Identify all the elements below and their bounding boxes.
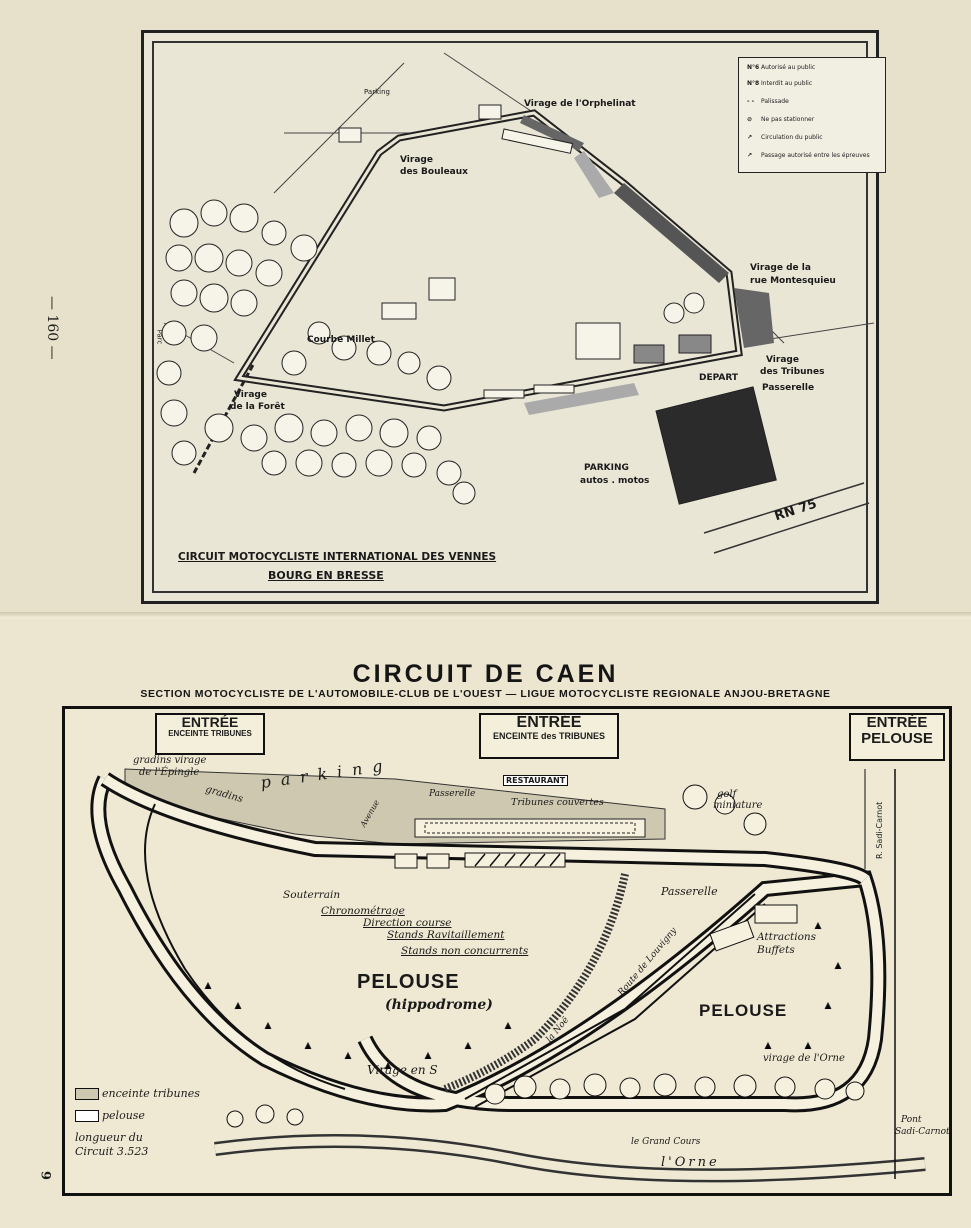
label-golf: golf — [717, 789, 737, 800]
entrance-sublabel: PELOUSE — [861, 729, 933, 747]
label-depart: DEPART — [699, 373, 739, 383]
label-pelouse-right: PELOUSE — [699, 1001, 788, 1020]
label-virage-tribunes-2: des Tribunes — [760, 367, 825, 377]
label-stands-non-concurrents: Stands non concurrents — [401, 945, 529, 957]
label-parking: PARKING — [584, 463, 629, 473]
label-tribunes-couvertes: Tribunes couvertes — [511, 797, 604, 808]
label-pont-sadi-carnot: Sadi-Carnot — [895, 1127, 950, 1137]
label-parking: parking — [259, 754, 394, 793]
label-route-louvigny: Route de Louvigny — [616, 926, 680, 998]
label-parc: Parc — [155, 329, 164, 345]
label-hippodrome: (hippodrome) — [385, 997, 493, 1013]
label-direction-course: Direction course — [363, 917, 452, 929]
label-avenue: Avenue — [358, 798, 382, 829]
entrance-label: ENTRÉE — [181, 714, 239, 730]
label-chronometrage: Chronométrage — [321, 905, 405, 917]
label-virage-bouleaux-1: Virage — [400, 155, 433, 165]
label-souterrain: Souterrain — [283, 889, 341, 901]
legend-swatch — [75, 1088, 99, 1100]
label-orne-river: l'Orne — [661, 1155, 720, 1170]
label-virage-montesquieu-2: rue Montesquieu — [750, 276, 836, 286]
label-passerelle: Passerelle — [762, 383, 815, 393]
legend-swatch — [75, 1110, 99, 1122]
legend-length-1: longueur du — [75, 1131, 143, 1144]
label-sadi-carnot-road: R. Sadi-Carnot — [875, 801, 884, 859]
caen-title: CIRCUIT DE CAEN — [352, 660, 619, 688]
label-passerelle-right: Passerelle — [661, 885, 718, 898]
page-number-top: — 160 — — [44, 296, 60, 360]
caen-subtitle: SECTION MOTOCYCLISTE DE L'AUTOMOBILE-CLUB DE L'OUEST — LIGUE MOTOCYCLISTE REGIONALE ANJOU-BRETAGNE — [140, 688, 831, 700]
label-virage-foret-2: de la Forêt — [230, 402, 285, 412]
label-courbe-millet: Courbe Millet — [307, 335, 375, 345]
label-golf-miniature: miniature — [713, 800, 763, 811]
label-virage-foret-1: Virage — [234, 390, 267, 400]
label-virage-orphelinat: Virage de l'Orphelinat — [524, 99, 636, 109]
label-virage-montesquieu-1: Virage de la — [750, 263, 811, 273]
label-gradins-virage: gradins virage — [133, 755, 207, 766]
entrance-sublabel: ENCEINTE des TRIBUNES — [492, 730, 606, 741]
label-buffets: Buffets — [757, 944, 795, 956]
label-grand-cours: le Grand Cours — [631, 1137, 701, 1147]
entrance-pelouse — [849, 713, 945, 761]
bourg-title-line2: BOURG EN BRESSE — [268, 569, 384, 582]
label-attractions: Attractions — [757, 931, 817, 943]
legend-label: enceinte tribunes — [102, 1087, 200, 1100]
label-gradins: gradins — [204, 783, 245, 806]
label-restaurant: RESTAURANT — [503, 775, 568, 786]
label-stands-ravitaillement: Stands Ravitaillement — [387, 929, 505, 941]
entrance-label: ENTRÉE — [866, 714, 928, 731]
label-virage-orne: virage de l'Orne — [763, 1053, 845, 1064]
caen-circuit-map — [62, 706, 952, 1196]
legend-item: - - Palissade — [747, 98, 789, 105]
entrance-enceinte-tribunes-mid — [479, 713, 619, 759]
label-la-noe: la Noë — [544, 1015, 572, 1045]
legend-length-2: Circuit 3.523 — [75, 1145, 149, 1158]
legend-label: pelouse — [102, 1109, 145, 1122]
label-pelouse-main: PELOUSE — [357, 971, 460, 993]
entrance-enceinte-tribunes-left — [155, 713, 265, 755]
legend-pelouse — [75, 1109, 145, 1122]
entrance-sublabel: ENCEINTE TRIBUNES — [168, 728, 252, 738]
legend-item: ⊘ Ne pas stationner — [747, 116, 815, 123]
label-parking-small: Parking — [364, 88, 390, 96]
bourg-legend — [738, 57, 886, 173]
page-number-bottom: 6 — [40, 1170, 55, 1180]
label-virage-tribunes-1: Virage — [766, 355, 799, 365]
entrance-label: ENTRÉE — [516, 714, 582, 731]
label-virage-en-s: Virage en S — [367, 1063, 438, 1077]
legend-enceinte — [75, 1087, 200, 1100]
legend-item: ↗ Circulation du public — [747, 134, 823, 141]
legend-item: ↗ Passage autorisé entre les épreuves — [747, 152, 870, 159]
legend-item: N°8 Interdit au public — [747, 80, 813, 87]
bourg-circuit-map — [141, 30, 879, 604]
label-parking-sub: autos . motos — [580, 476, 650, 486]
label-passerelle-top: Passerelle — [429, 789, 476, 799]
bourg-title-line1: CIRCUIT MOTOCYCLISTE INTERNATIONAL DES VENNES — [178, 551, 497, 563]
label-rn75: RN 75 — [772, 496, 819, 525]
label-pont: Pont — [901, 1115, 922, 1125]
label-virage-bouleaux-2: des Bouleaux — [400, 167, 468, 177]
legend-item: N°6 Autorisé au public — [747, 64, 816, 71]
label-epingle: de l'Épingle — [139, 767, 200, 778]
